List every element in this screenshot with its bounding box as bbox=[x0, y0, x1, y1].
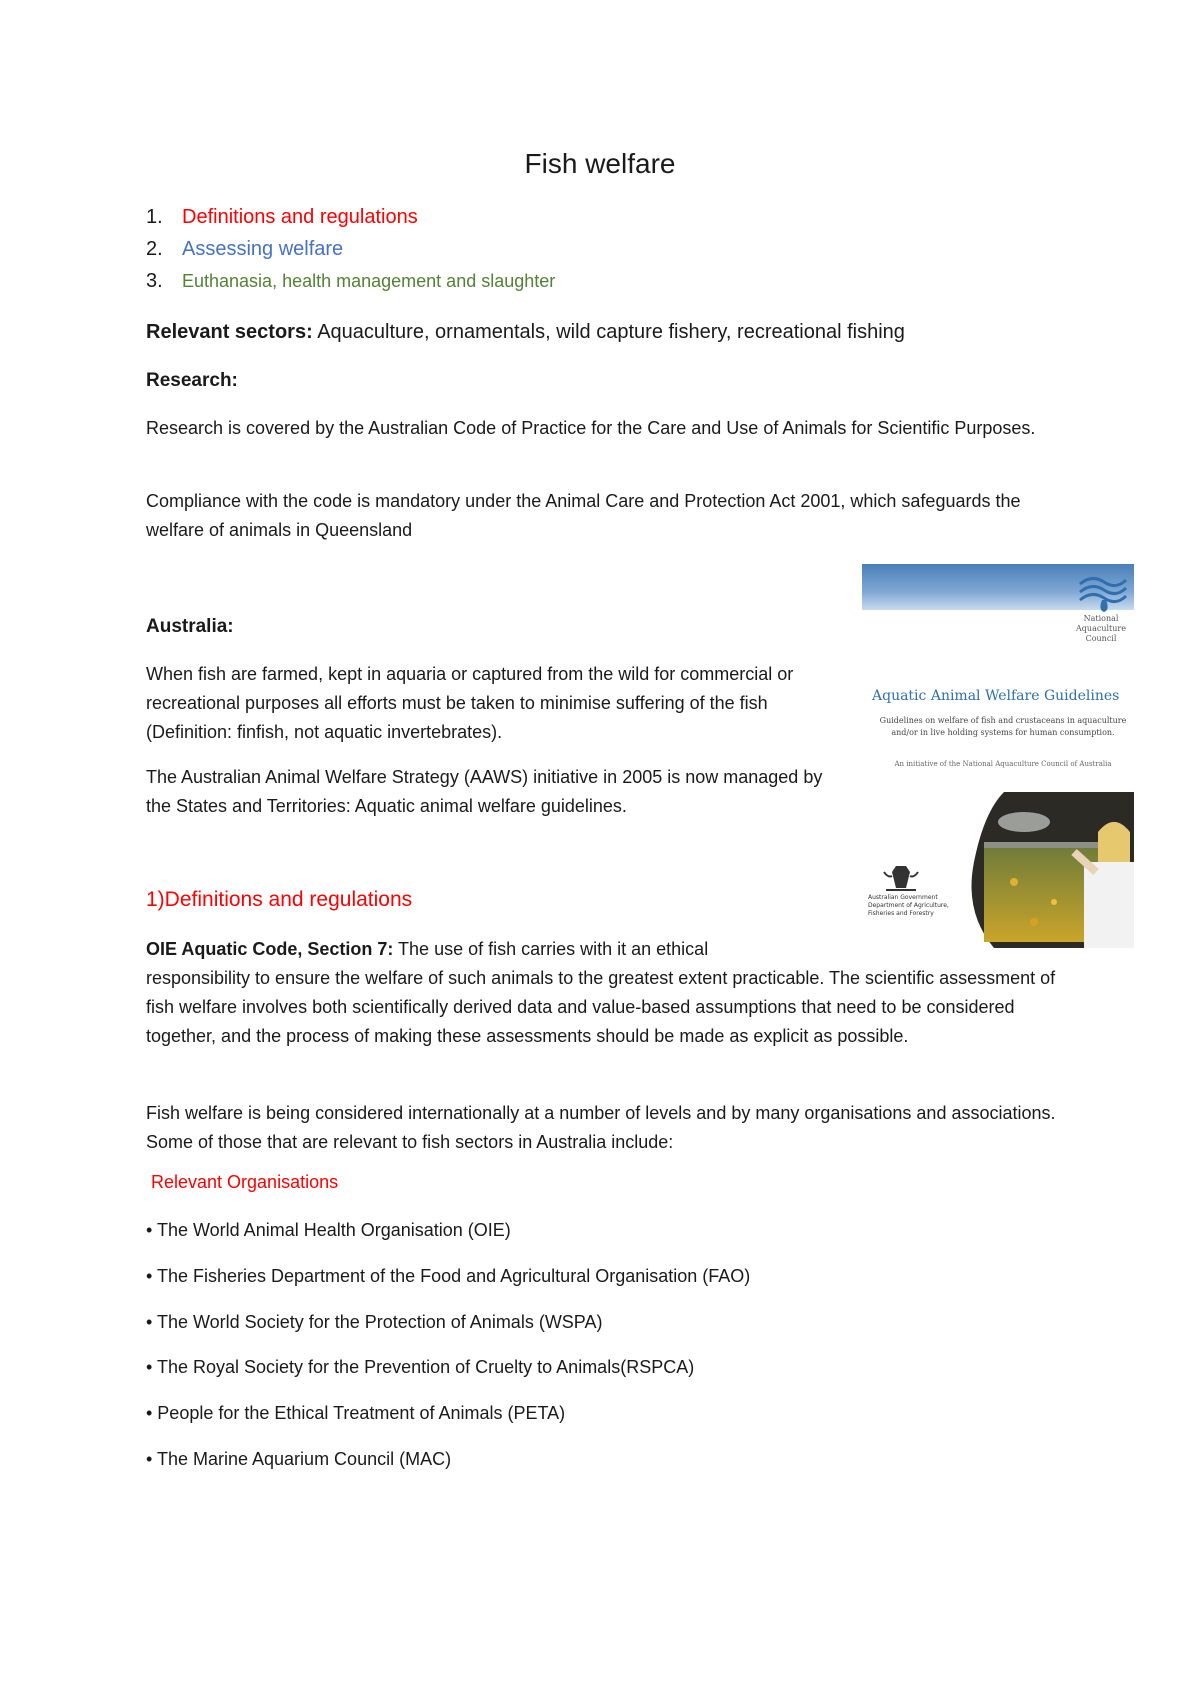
council-name: National Aquaculture Council bbox=[1076, 614, 1126, 643]
oie-code-text: The use of fish carries with it an ethical bbox=[393, 939, 709, 959]
toc-item-1 bbox=[146, 206, 418, 229]
toc-label: Assessing welfare bbox=[182, 238, 344, 260]
fish-welfare-paragraph: Fish welfare is being considered internationally at a number of levels and by many organisations and associations. Some of those that are relevant to fish sectors in Australia include: bbox=[146, 1103, 1056, 1152]
brochure-title: Aquatic Animal Welfare Guidelines bbox=[872, 688, 1120, 704]
toc-label: Definitions and regulations bbox=[182, 206, 418, 228]
relevant-sectors-text: Aquaculture, ornamentals, wild capture fishery, recreational fishing bbox=[312, 321, 905, 343]
oie-code-label: OIE Aquatic Code, Section 7: bbox=[146, 939, 394, 959]
organisation-item: • The World Society for the Protection of Animals (WSPA) bbox=[146, 1312, 603, 1332]
toc-label: Euthanasia, health management and slaughter bbox=[182, 271, 556, 291]
australia-paragraph-1: When fish are farmed, kept in aquaria or captured from the wild for commercial or recreational purposes all efforts must be taken to minimise suffering of the fish (Definition: finfish, not aquatic invertebrates). bbox=[146, 664, 794, 742]
brochure-cover-image bbox=[862, 564, 1134, 948]
organisation-item: • The Marine Aquarium Council (MAC) bbox=[146, 1449, 452, 1469]
toc-item-3 bbox=[146, 270, 555, 293]
aquarium-photo bbox=[964, 792, 1134, 948]
national-aquaculture-council-logo bbox=[1074, 570, 1130, 614]
australia-heading: Australia: bbox=[146, 616, 234, 637]
toc-number: 2. bbox=[146, 238, 163, 260]
government-department: Australian Government Department of Agriculture, Fisheries and Forestry bbox=[868, 894, 949, 917]
organisation-item: • The Royal Society for the Prevention of Cruelty to Animals(RSPCA) bbox=[146, 1357, 695, 1377]
brochure-initiative: An initiative of the National Aquaculture Council of Australia bbox=[894, 760, 1112, 768]
organisation-item: • The World Animal Health Organisation (OIE) bbox=[146, 1220, 511, 1240]
research-paragraph-1: Research is covered by the Australian Code of Practice for the Care and Use of Animals for Scientific Purposes. bbox=[146, 418, 1036, 438]
brochure-subtitle: Guidelines on welfare of fish and crustaceans in aquaculture and/or in live holding systems for human consumption. bbox=[879, 716, 1127, 737]
relevant-sectors bbox=[146, 318, 1076, 347]
page-title: Fish welfare bbox=[524, 148, 676, 179]
oie-code-line bbox=[146, 935, 836, 964]
toc-number: 1. bbox=[146, 206, 163, 228]
australia-paragraph-2: The Australian Animal Welfare Strategy (AAWS) initiative in 2005 is now managed by the States and Territories: Aquatic animal welfare guidelines. bbox=[146, 767, 823, 816]
toc-number: 3. bbox=[146, 270, 163, 292]
oie-code-continuation: responsibility to ensure the welfare of such animals to the greatest extent practicable. The scientific assessment of fish welfare involves both scientifically derived data and value-based assumptions that need to be considered together, and the process of making these assessments should be made as explicit as possible. bbox=[146, 968, 1056, 1046]
relevant-sectors-label: Relevant sectors: bbox=[146, 321, 313, 343]
section-1-heading: 1)Definitions and regulations bbox=[146, 888, 413, 911]
research-heading: Research: bbox=[146, 370, 238, 391]
research-paragraph-2: Compliance with the code is mandatory under the Animal Care and Protection Act 2001, which safeguards the welfare of animals in Queensland bbox=[146, 491, 1021, 540]
organisations-heading: Relevant Organisations bbox=[151, 1172, 339, 1192]
toc-item-2 bbox=[146, 238, 343, 261]
organisation-item: • People for the Ethical Treatment of Animals (PETA) bbox=[146, 1403, 566, 1423]
organisation-item: • The Fisheries Department of the Food and Agricultural Organisation (FAO) bbox=[146, 1266, 751, 1286]
